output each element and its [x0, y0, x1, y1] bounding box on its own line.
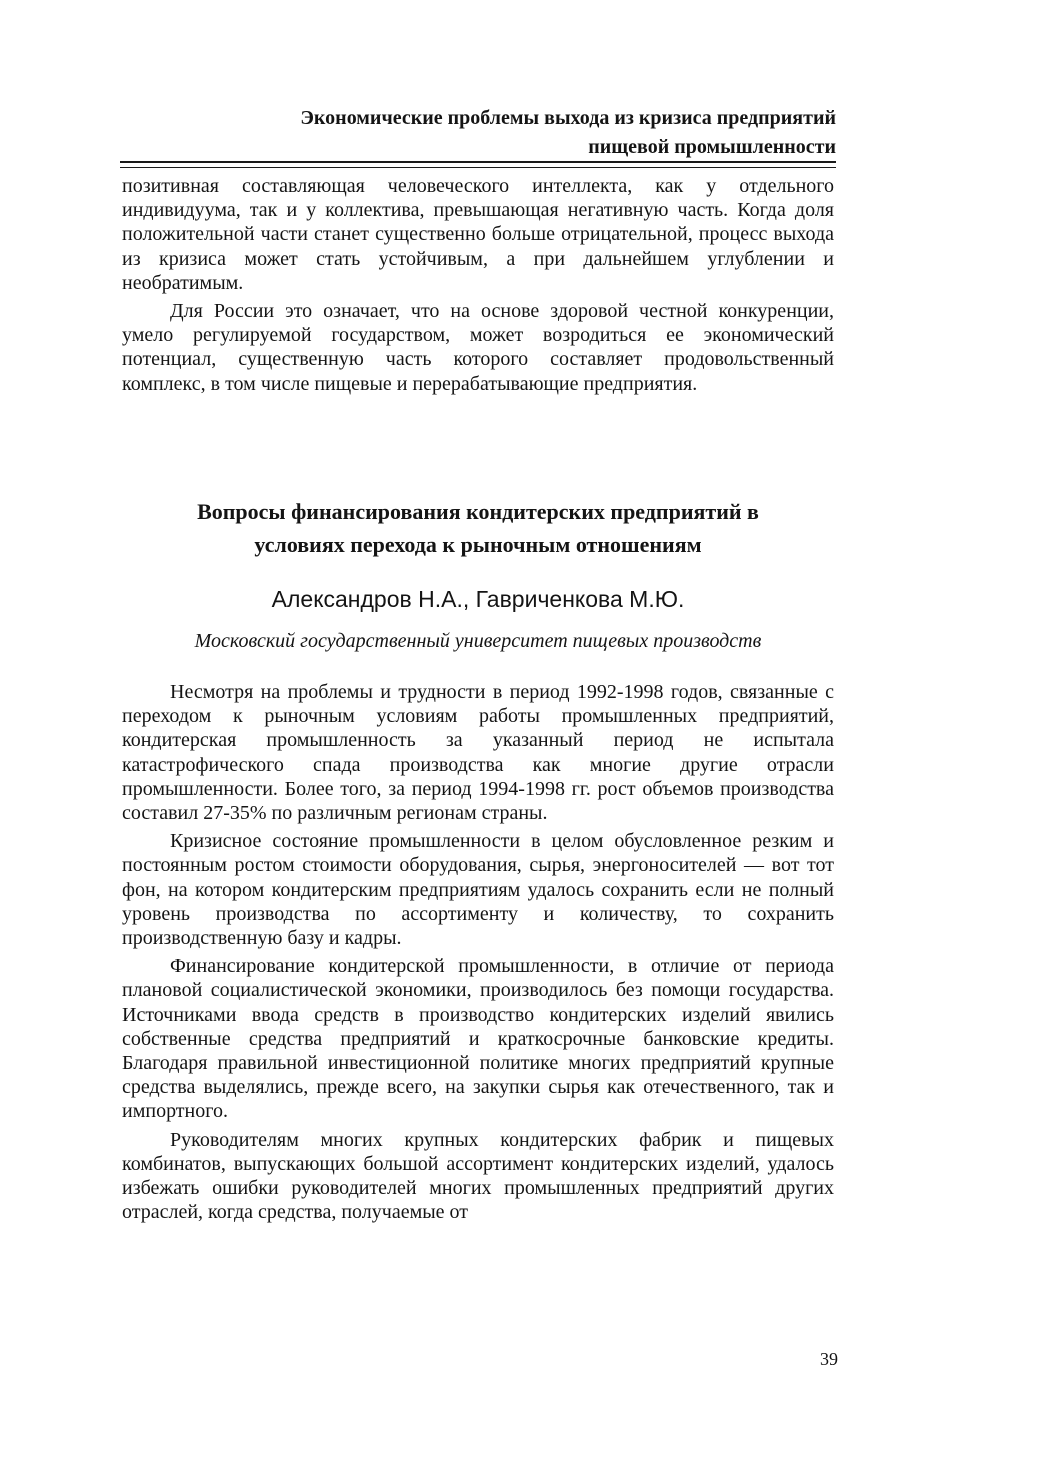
intro-text: [122, 174, 834, 396]
article-title: [120, 495, 836, 561]
body-paragraph: Руководителям многих крупных кондитерских фабрик и пищевых комбинатов, выпускающих большой ассортимент кондитерских изделий, удалось избежать ошибки руководителей многих промышленных предприятий других отраслей, когда средства, получаемые от: [122, 1128, 834, 1224]
article-authors: Александров Н.А., Гавриченкова М.Ю.: [271, 586, 685, 612]
article-affiliation: Московский государственный университет пищевых производств: [194, 630, 762, 652]
running-header: [120, 104, 836, 162]
running-header-line-2: пищевой промышленности: [588, 136, 836, 158]
header-rule: [120, 161, 836, 163]
page-number: 39: [820, 1349, 838, 1369]
running-header-line-1: Экономические проблемы выхода из кризиса предприятий: [300, 107, 836, 129]
header-rule-thin: [120, 167, 836, 168]
article-title-line-1: Вопросы финансирования кондитерских предприятий в: [197, 499, 759, 524]
article-title-line-2: условиях перехода к рыночным отношениям: [254, 532, 702, 557]
body-paragraph: Финансирование кондитерской промышленности, в отличие от периода плановой социалистической экономики, производилось без помощи государства. Источниками ввода средств в производство кондитерских изделий явились собственные средства предприятий и краткосрочные банковские кредиты. Благодаря правильной инвестиционной политике многих предприятий крупные средства выделялись, прежде всего, на закупки сырья как отечественного, так и импортного.: [122, 955, 834, 1123]
intro-paragraph: позитивная составляющая человеческого интеллекта, как у отдельного индивидуума, так и у коллектива, превышающая негативную часть. Когда доля положительной части станет существенно больше отрицательной, процесс выхода из кризиса может стать устойчивым, а при дальнейшем углублении и необратимым.: [122, 175, 834, 294]
article-body: [122, 680, 834, 1224]
body-paragraph: Несмотря на проблемы и трудности в период 1992-1998 годов, связанные с переходом к рыночным условиям работы промышленных предприятий, кондитерская промышленность за указанный период не испытала катастрофического спада производства как многие другие отрасли промышленности. Более того, за период 1994-1998 гг. рост объемов производства составил 27-35% по различным регионам страны.: [122, 681, 834, 825]
intro-paragraph: Для России это означает, что на основе здоровой честной конкуренции, умело регулируемой государством, может возродиться ее экономический потенциал, существенную часть которого составляет продовольственный комплекс, в том числе пищевые и перерабатывающие предприятия.: [122, 300, 834, 395]
body-paragraph: Кризисное состояние промышленности в целом обусловленное резким и постоянным ростом стоимости оборудования, сырья, энергоносителей — вот тот фон, на котором кондитерским предприятиям удалось сохранить если не полный уровень производства по ассортименту и количеству, то сохранить производственную базу и кадры.: [122, 830, 834, 950]
